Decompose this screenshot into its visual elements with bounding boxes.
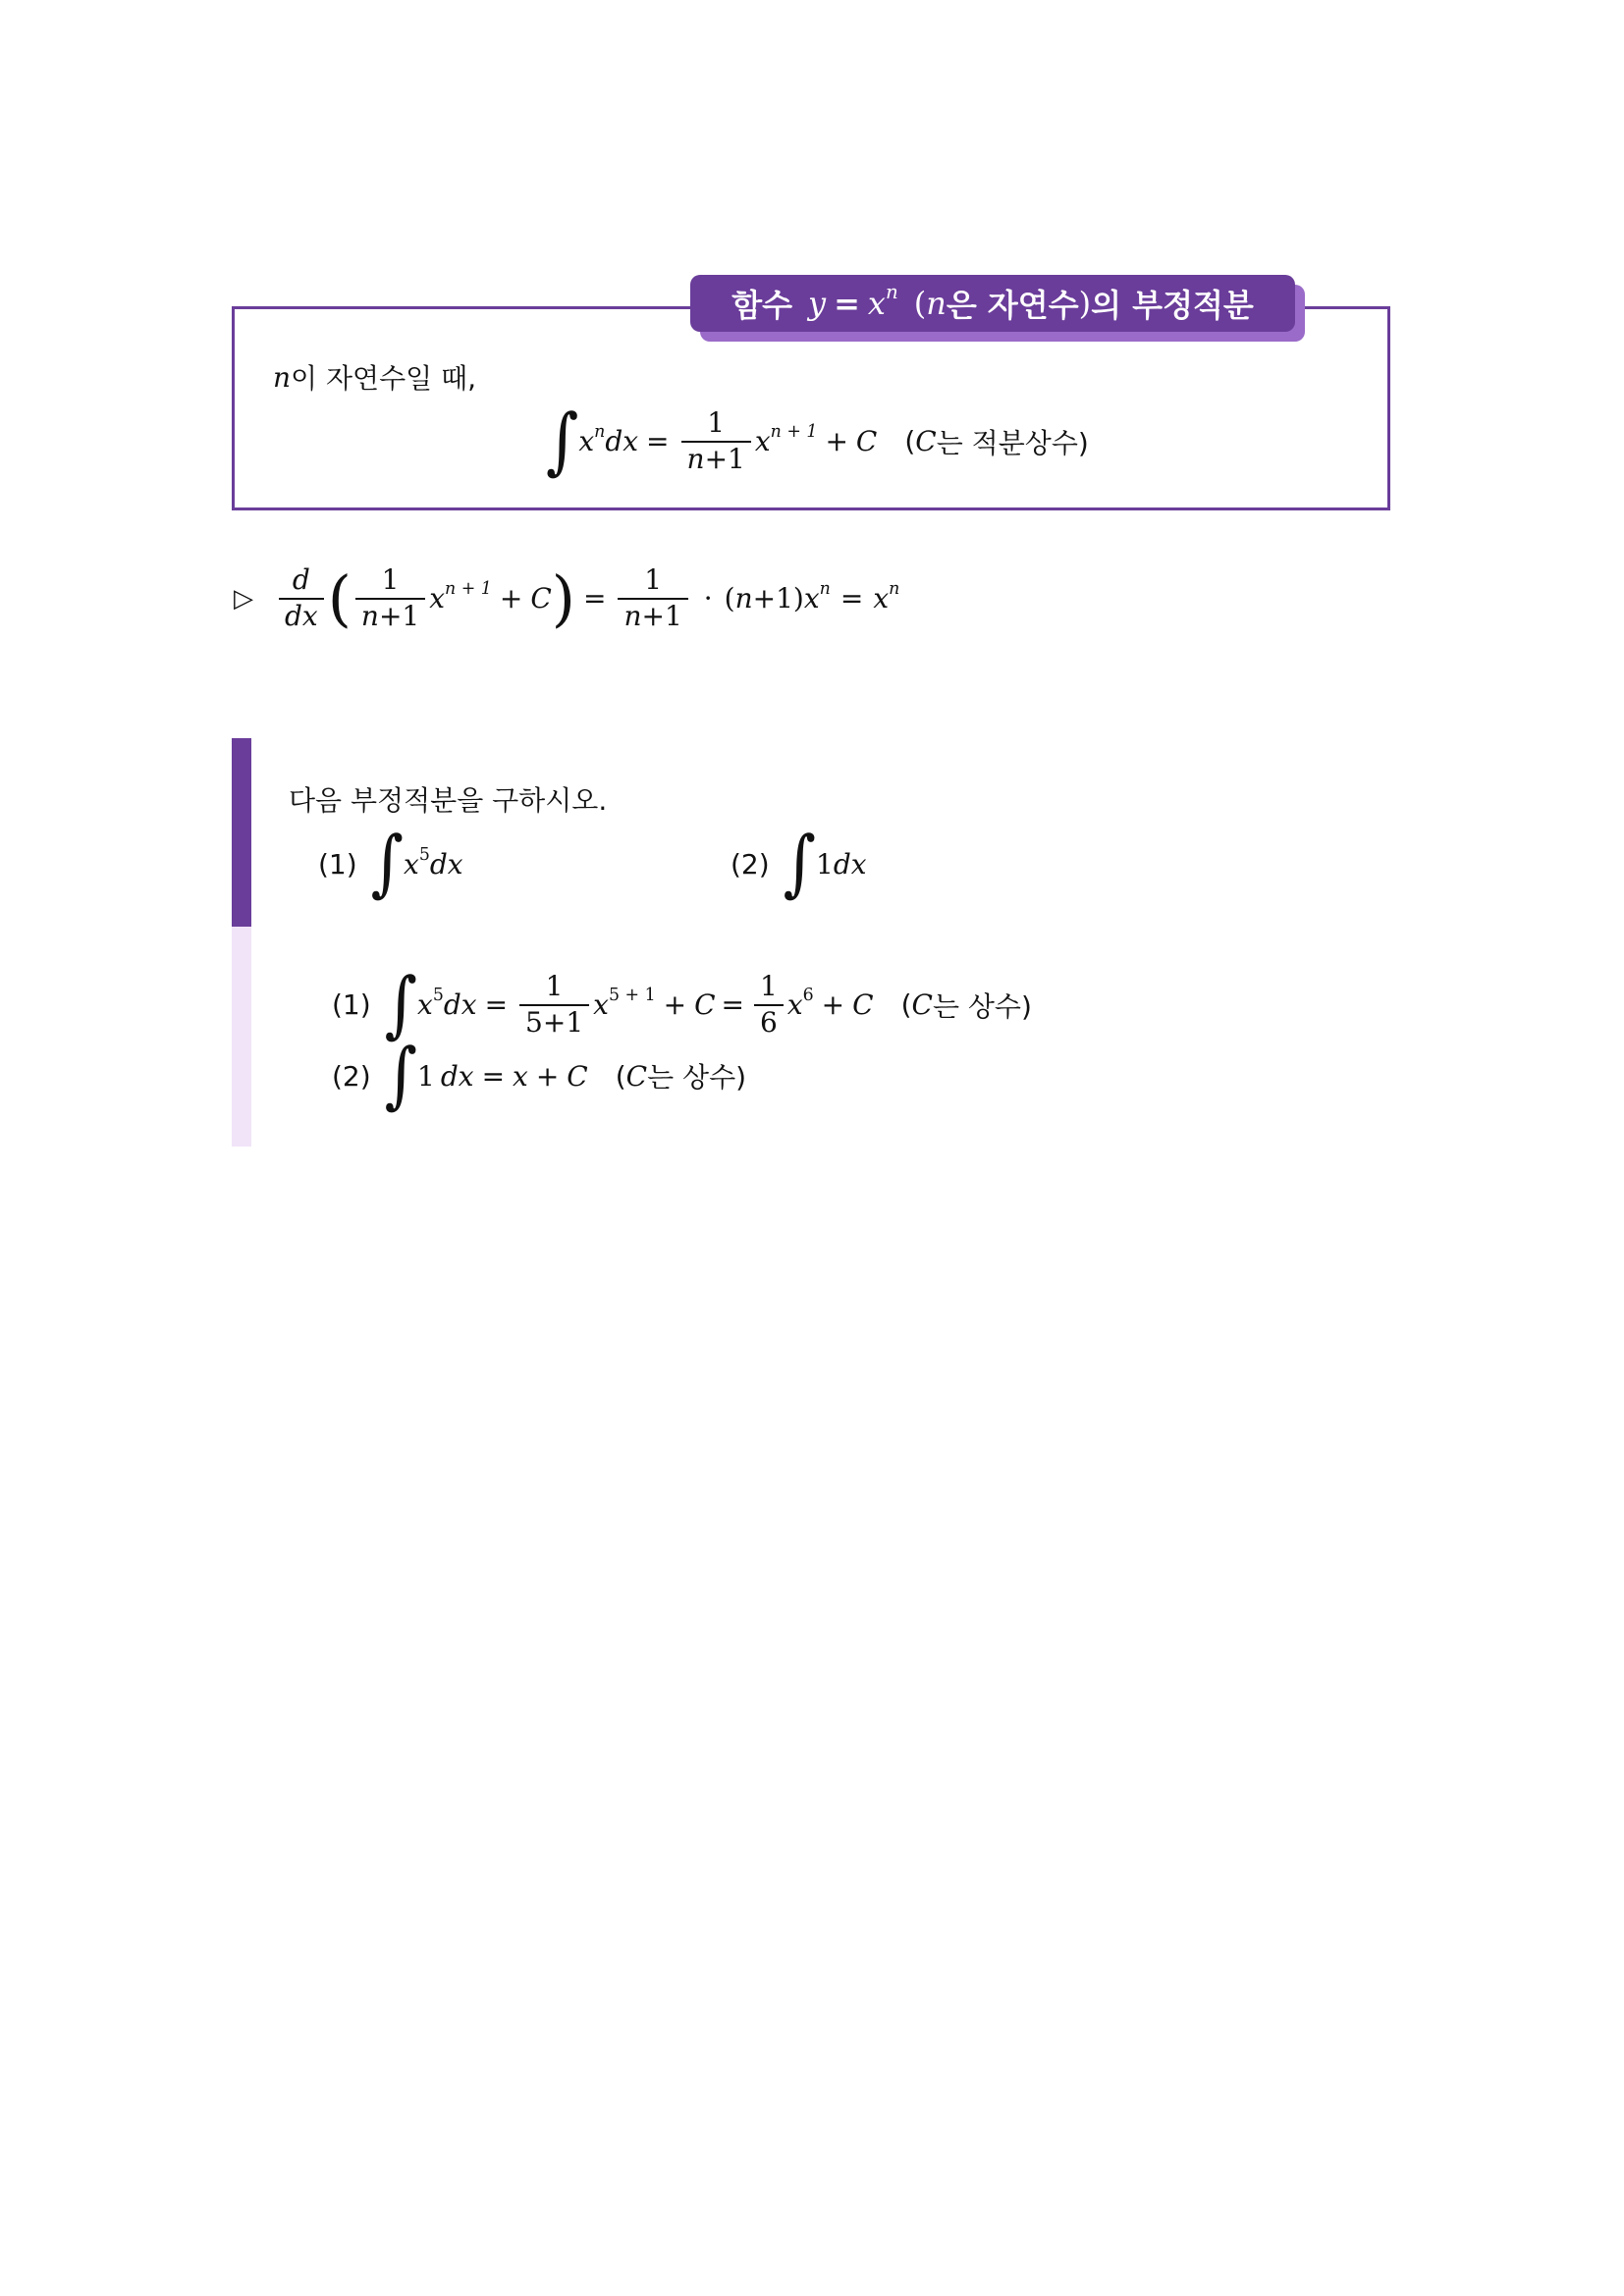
example-bar	[232, 738, 251, 927]
q2-label: (2)	[731, 847, 770, 881]
s2-note: 는 상수)	[647, 1061, 747, 1094]
proof-marker: ▷	[234, 583, 253, 614]
title-prefix: 함수	[731, 287, 793, 324]
q1-label: (1)	[318, 847, 357, 881]
example-q2: (2) ∫ 1 dx	[731, 822, 867, 906]
solution-1: (1) ∫ $x^5dx$ = $\frac{1}{5+1}$ $x^{5 + 1}$ + C = $\frac{1}{6}$ $x^6$ + C ( C 는 상수)	[332, 963, 1032, 1047]
note-text: 는 적분상수)	[936, 426, 1089, 459]
proof-line: ▷ $\frac{d}{dx}$ ( $\frac{1}{n+1}$ $x^{n + 1}$ + C ) = $\frac{1}{n+1}$ · ( n +1) $x^n$ = $x^n$	[234, 561, 900, 634]
example-prompt: 다음 부정적분을 구하시오.	[289, 784, 608, 817]
s2-label: (2)	[332, 1059, 371, 1093]
solution-bar	[232, 927, 251, 1147]
theorem-title: 함수 y = $x^n$ ( n 은 자연수 ) 의 부정적분	[690, 275, 1295, 332]
title-n-is: 은 자연수	[946, 287, 1079, 324]
theorem-formula: ∫ $x^ndx$ = $\frac{1}{n+1}$ $x^{n + 1}$ + C ( C 는 적분상수)	[546, 400, 1089, 484]
s1-label: (1)	[332, 988, 371, 1022]
condition-text: 이 자연수일 때,	[291, 362, 477, 395]
condition-line: n 이 자연수일 때,	[273, 357, 476, 397]
title-suffix: 의 부정적분	[1091, 287, 1254, 324]
note-paren: (	[904, 425, 916, 458]
s1-note: 는 상수)	[932, 989, 1032, 1023]
solution-2: (2) ∫ 1 dx = x + C ( C 는 상수)	[332, 1034, 747, 1118]
example-q1: (1) ∫ $x^5dx$	[318, 822, 463, 906]
title-formula: y	[808, 285, 827, 322]
